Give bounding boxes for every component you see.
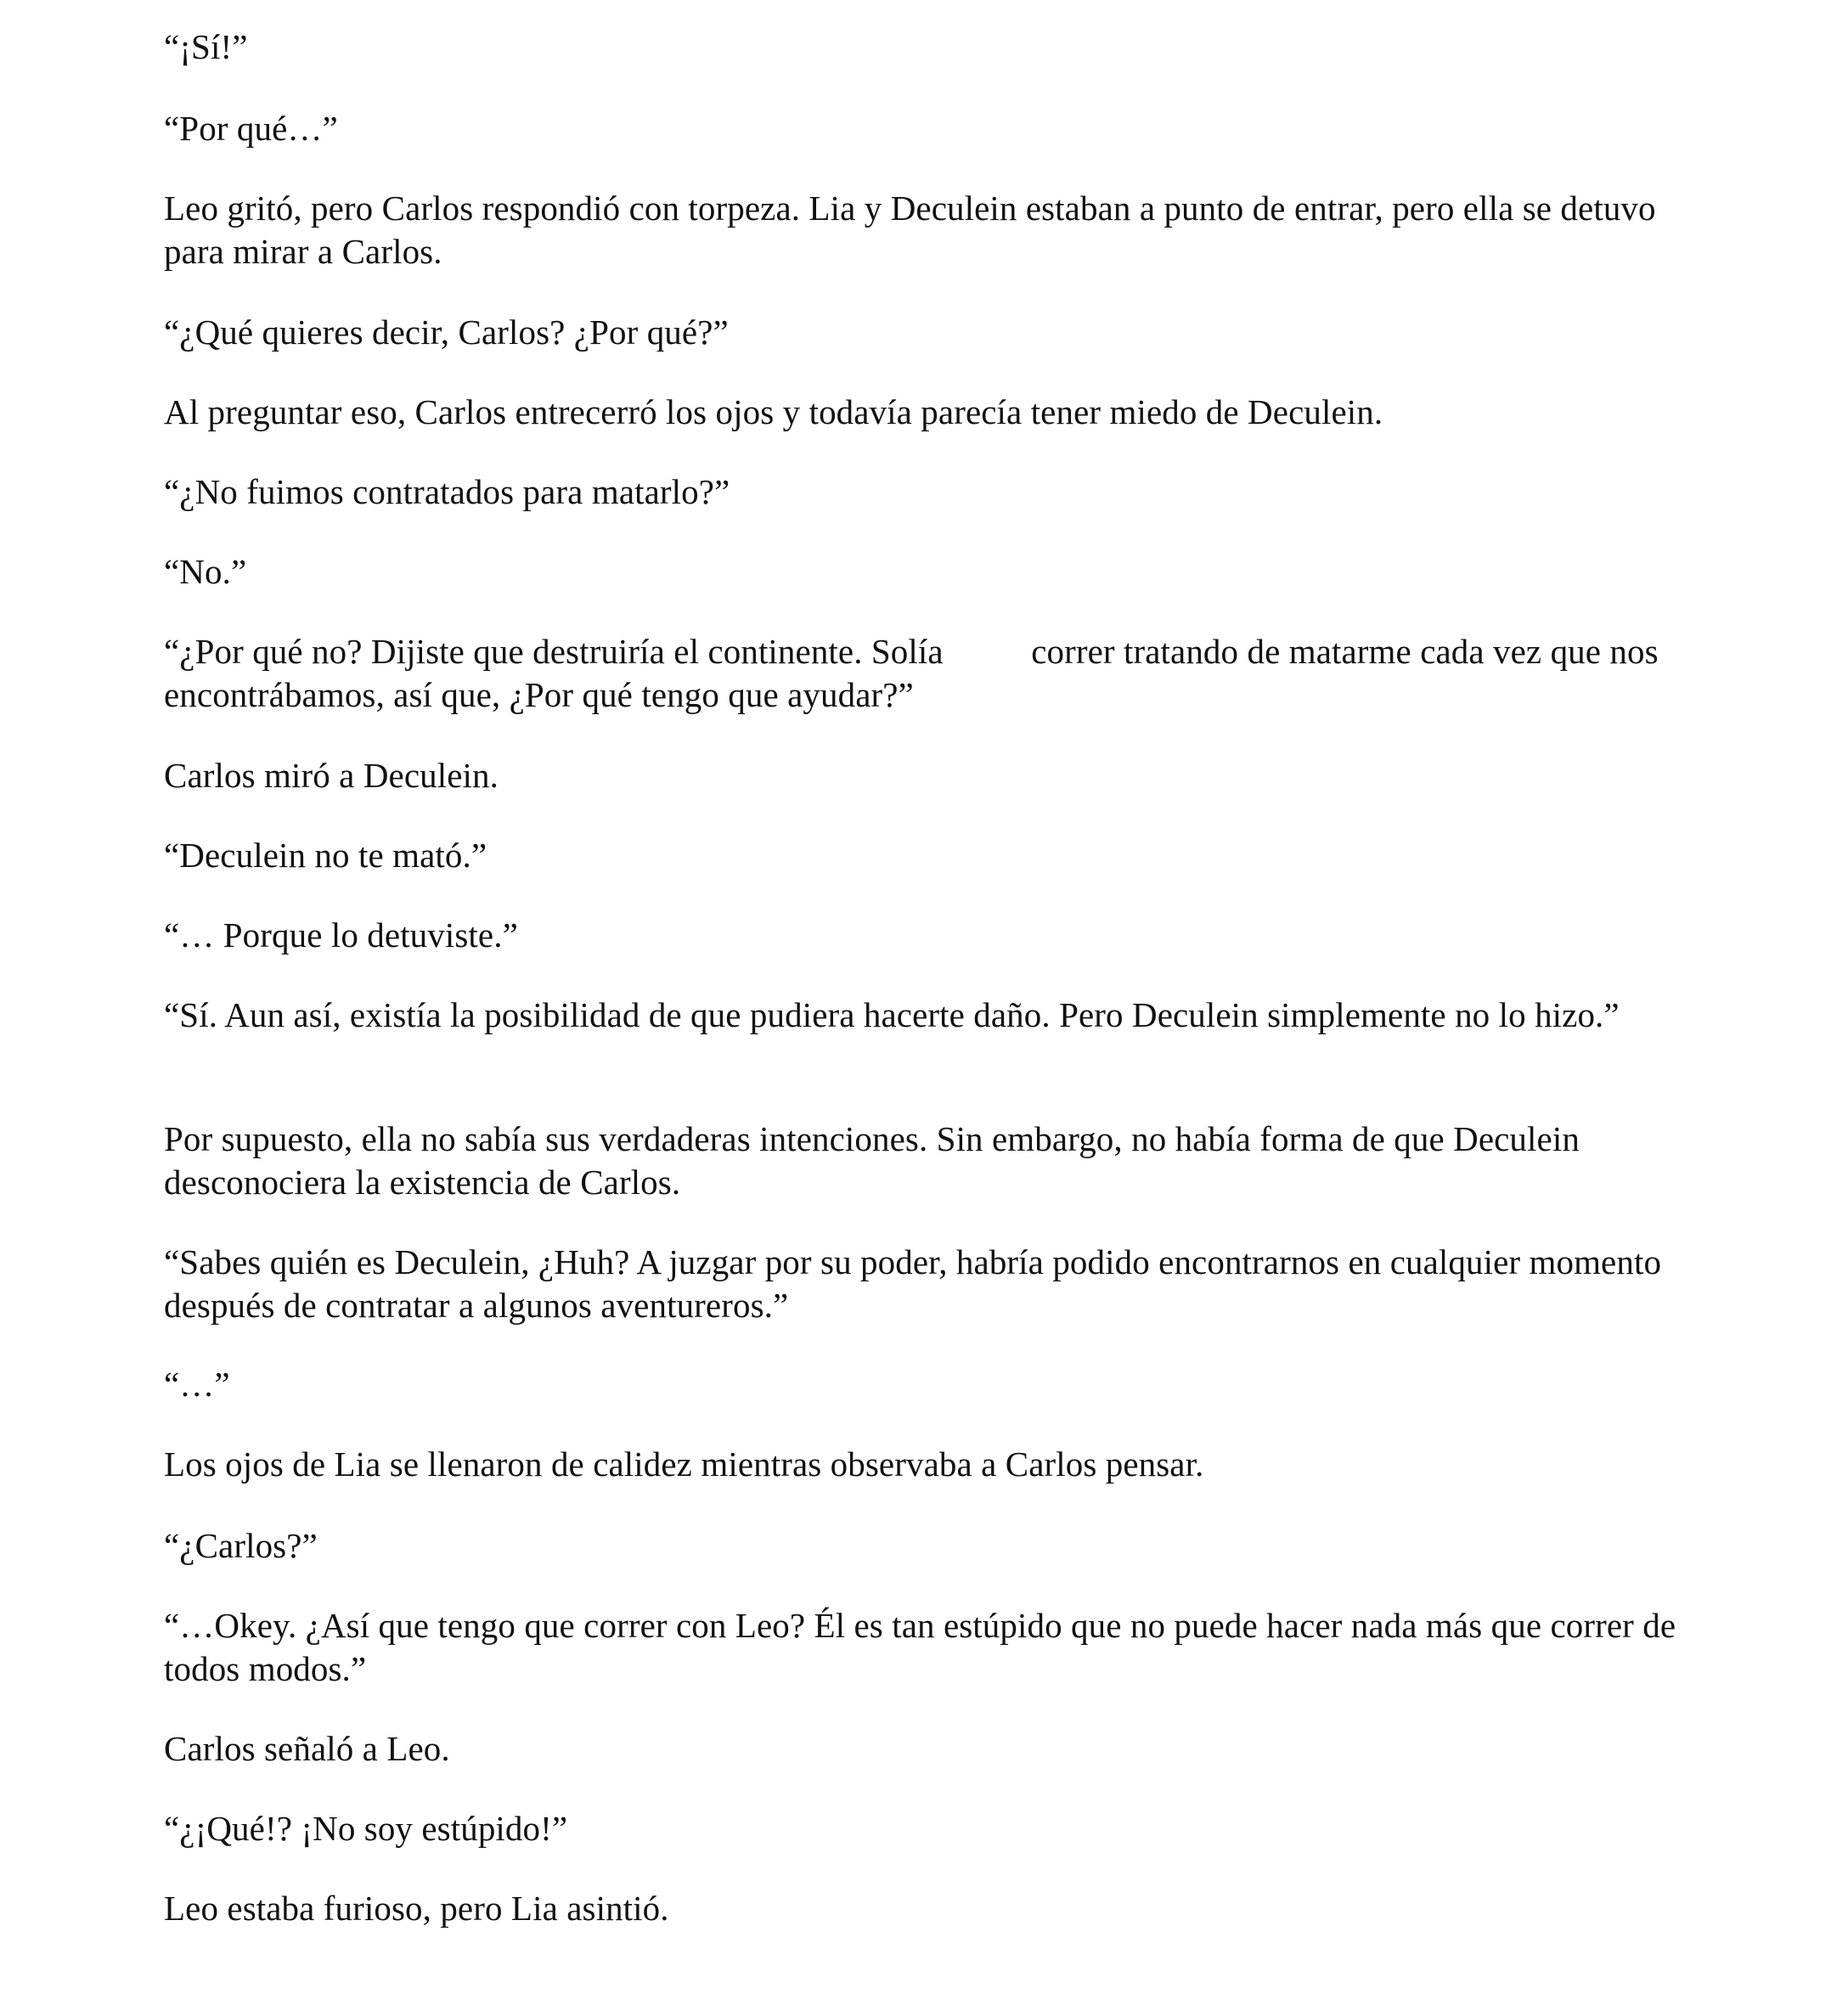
paragraph: “…” — [164, 1365, 230, 1404]
paragraph: “Por qué…” — [164, 109, 338, 148]
paragraph: Carlos señaló a Leo. — [164, 1729, 450, 1768]
paragraph: Al preguntar eso, Carlos entrecerró los ojos y todavía parecía tener miedo de Deculein. — [164, 392, 1383, 431]
paragraph: Por supuesto, ella no sabía sus verdaderas intenciones. Sin embargo, no había forma de que Deculein desconociera la existencia de Carlos. — [164, 1119, 1589, 1202]
paragraph: “¿Qué quieres decir, Carlos? ¿Por qué?” — [164, 313, 729, 352]
paragraph: “…Okey. ¿Así que tengo que correr con Leo? Él es tan estúpido que no puede hacer nada más que correr de todos modos.” — [164, 1606, 1685, 1688]
paragraph: “¿¡Qué!? ¡No soy estúpido!” — [164, 1809, 568, 1848]
paragraph: “Sí. Aun así, existía la posibilidad de que pudiera hacerte daño. Pero Deculein simplemente no lo hizo.” — [164, 995, 1620, 1034]
paragraph: Los ojos de Lia se llenaron de calidez mientras observaba a Carlos pensar. — [164, 1444, 1204, 1484]
paragraph: “¿Carlos?” — [164, 1526, 318, 1565]
paragraph: “Deculein no te mató.” — [164, 836, 487, 875]
paragraph: “… Porque lo detuviste.” — [164, 915, 518, 954]
paragraph: “¿Por qué no? Dijiste que destruiría el continente. Solía correr tratando de matarme cada vez que nos encontrábamos, así que, ¿Por qué tengo que ayudar?” — [164, 632, 1668, 714]
paragraph: “Sabes quién es Deculein, ¿Huh? A juzgar por su poder, habría podido encontrarnos en cualquier momento después de contratar a algunos aventureros.” — [164, 1242, 1671, 1325]
paragraph: Carlos miró a Deculein. — [164, 756, 499, 795]
paragraph: “¿No fuimos contratados para matarlo?” — [164, 472, 730, 511]
paragraph: “No.” — [164, 552, 247, 591]
paragraph: “¡Sí!” — [164, 27, 248, 66]
paragraph: Leo estaba furioso, pero Lia asintió. — [164, 1889, 669, 1928]
paragraph: Leo gritó, pero Carlos respondió con torpeza. Lia y Deculein estaban a punto de entrar, pero ella se detuvo para mirar a Carlos. — [164, 189, 1665, 271]
